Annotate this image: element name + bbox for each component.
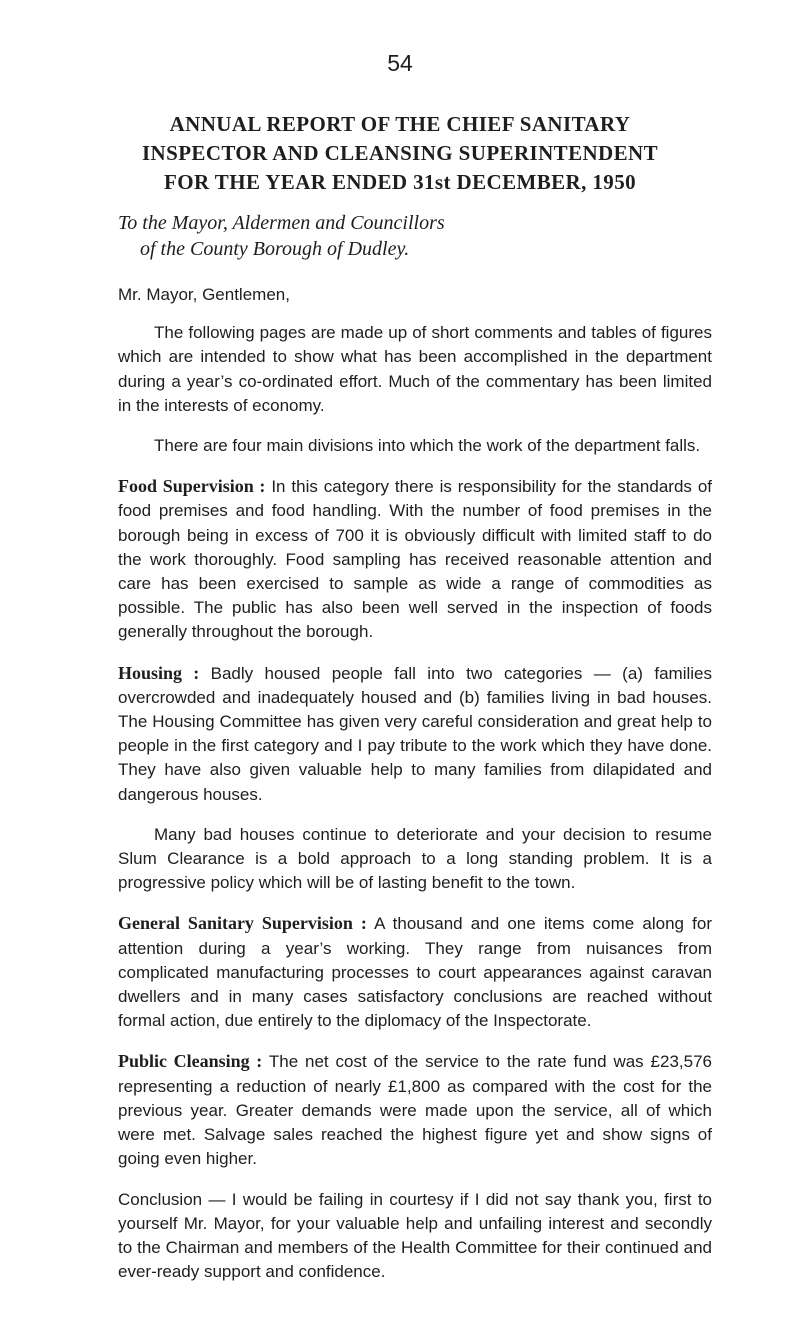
public-cleansing-heading: Public Cleansing : xyxy=(118,1051,263,1072)
title-line-1: ANNUAL REPORT OF THE CHIEF SANITARY xyxy=(169,112,631,136)
general-sanitary-text: A thousand and one items come along for attention during a year’s working. They range from nuisances from complicated manufacturing processes to court appearances against caravan dwellers and in many cases satisfactory conclusions are reached without formal action, due entirely to the diplomacy of the Inspectorate. xyxy=(118,914,712,1031)
housing-text: Badly housed people fall into two categories — (a) families overcrowded and inadequately housed and (b) families living in bad houses. The Housing Committee has given very careful consideration and great help to people in the first category and I pay tribute to the work which they have done. They have also given valuable help to many families from dilapidated and dangerous houses. xyxy=(118,663,712,804)
greeting: Mr. Mayor, Gentlemen, xyxy=(118,285,290,304)
housing-paragraph xyxy=(118,661,712,807)
title-line-2: INSPECTOR AND CLEANSING SUPERINTENDENT xyxy=(141,141,658,165)
page-number: 54 xyxy=(387,50,413,76)
food-supervision-heading: Food Supervision : xyxy=(118,476,266,497)
addressee-line-1: To the Mayor, Aldermen and Councillors xyxy=(118,212,445,234)
addressee xyxy=(118,210,445,262)
general-sanitary-paragraph xyxy=(118,911,712,1033)
report-title xyxy=(80,110,720,197)
report-body xyxy=(118,283,712,1300)
slum-clearance-paragraph: Many bad houses continue to deteriorate and your decision to resume Slum Clearance is a bold approach to a long standing problem. It is a progressive policy which will be of lasting benefit to the town. xyxy=(118,824,712,893)
public-cleansing-paragraph xyxy=(118,1049,712,1171)
divisions-paragraph: There are four main divisions into which the work of the department falls. xyxy=(154,436,701,456)
general-sanitary-heading: General Sanitary Supervision : xyxy=(118,913,367,934)
addressee-line-2: of the County Borough of Dudley. xyxy=(140,238,410,260)
food-supervision-text: In this category there is responsibility for the standards of food premises and food handling. With the number of food premises in the borough being in excess of 700 it is obviously difficult with limited staff to do the work thoroughly. Food sampling has received reasonable attention and care has been exercised to sample as wide a range of commodities as possible. The public has also been well served in the inspection of foods generally throughout the borough. xyxy=(118,477,712,642)
food-supervision-paragraph xyxy=(118,474,712,644)
conclusion-paragraph: Conclusion — I would be failing in courtesy if I did not say thank you, first to yourself Mr. Mayor, for your valuable help and unfailing interest and secondly to the Chairman and members of the Health Committee for their continued and ever-ready support and confidence. xyxy=(118,1189,712,1282)
title-line-3: FOR THE YEAR ENDED 31st DECEMBER, 1950 xyxy=(164,170,636,194)
intro-paragraph: The following pages are made up of short comments and tables of figures which are intended to show what has been accomplished in the department during a year’s co-ordinated effort. Much of the commentary has been limited in the interests of economy. xyxy=(118,323,712,415)
housing-heading: Housing : xyxy=(118,662,200,683)
public-cleansing-text: The net cost of the service to the rate fund was £23,576 representing a reduction of nearly £1,800 as compared with the cost for the previous year. Greater demands were made upon the service, all of which were met. Salvage sales reached the highest figure yet and show signs of going even higher. xyxy=(118,1052,712,1169)
